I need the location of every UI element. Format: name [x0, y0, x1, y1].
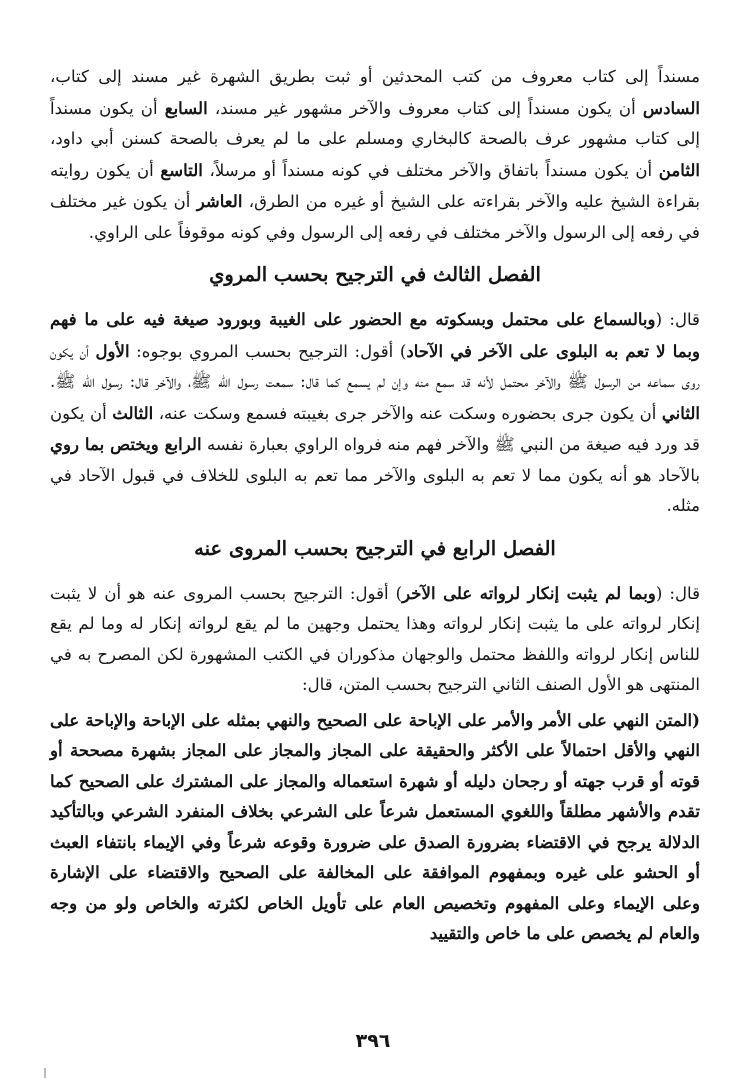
paragraph-continuation — [50, 62, 700, 248]
bold-term: الثالث — [112, 402, 154, 423]
bold-term: الأول — [95, 340, 130, 361]
bold-term: الثامن — [658, 159, 700, 180]
section-heading-3: الفصل الثالث في الترجيح بحسب المروي — [209, 263, 541, 286]
bold-term: وبما لم يثبت إنكار لرواته على الآخر — [402, 582, 656, 603]
bold-term: السابع — [164, 97, 208, 118]
text-run: أن يكون غير مختلف في رفعه إلى الرسول والآخر مختلف في رفعه إلى الرسول وفي كونه موقوفاً على الراوي. — [50, 192, 700, 242]
text-run: ) أقول: الترجيح بحسب المروى عنه هو أن لا يثبت إنكار لرواته على ما يثبت إنكار لرواته وهذا يحتمل وجهين ما لم يقع لرواته إنكار له وما لم يقع للناس إنكار لرواته واللفظ محتمل والوجهان مذكوران في الكتب المشهورة لكن المصرح به في المنتهى هو الأول الصنف الثاني الترجيح بحسب المتن، قال: — [50, 583, 700, 694]
text-run: بالآحاد هو أنه يكون مما لا تعم به البلوى والآخر مما تعم به البلوى للخلاف في قبول الآحاد في مثله. — [50, 465, 700, 515]
text-run: أن يكون مسنداً إلى كتاب مشهور عرف بالصحة كالبخاري ومسلم على ما لم يعرف بالصحة كسنن أبي داود، — [50, 98, 700, 148]
text-run: قال: ( — [655, 310, 700, 329]
bold-term: العاشر — [196, 191, 243, 211]
section-heading-4: الفصل الرابع في الترجيح بحسب المروى عنه — [194, 536, 556, 560]
text-run: أن يكون مسنداً إلى كتاب معروف والآخر مشهور غير مسند، — [207, 98, 643, 118]
text-run: أن يكون روى سماعه من الرسول ﷺ والآخر محتمل لأنه قد سمع منه وإن لم يسمع كما قال: سمعت رسول الله ﷺ، والآخر قال: رسول الله ﷺ. — [50, 341, 700, 391]
bold-term: وبالسماع على محتمل وبسكوته مع الحضور على الغيبة وبورود صيغة فيه على ما فهم وبما لا تعم به البلوى على الآخر في الآحاد — [50, 309, 701, 361]
scan-mark — [44, 1068, 46, 1078]
text-run: ) أقول: الترجيح بحسب المروي بوجوه: — [129, 341, 407, 361]
text-run: قال: ( — [655, 583, 701, 603]
text-run: مسنداً إلى كتاب معروف من كتب المحدثين أو ثبت بطريق الشهرة غير مسند إلى كتاب، — [50, 67, 700, 86]
matn-text: (المتن النهي على الأمر والأمر على الإباحة على الصحيح والنهي بمثله على الإباحة والإباحة على النهي والأقل احتمالاً على الأكثر والحقيقة على المجاز والمجاز على المجاز بشهرة مصححة أو قوته أو قرب جهته أو رجحان دليله أو شهرة استعماله والمجاز على المشترك على الصحيح كما تقدم والأشهر مطلقاً واللغوي المستعمل شرعاً على الشرعي بخلاف المنفرد الشرعي وبالتأكيد الدلالة يرجح في الاقتضاء بضرورة الصدق على ضرورة وقوعه شرعاً وفي الإيماء بانتفاء العبث أو الحشو على غيره وبمفهوم الموافقة على المخالفة على الصحيح والاقتضاء على الإشارة وعلى الإيماء وعلى المفهوم وتخصيص العام على تأويل الخاص لكثرته والخاص ولو من وجه والعام لم يخصص على ما خاص والتقييد — [50, 709, 700, 943]
paragraph-section-4 — [50, 578, 700, 701]
bold-term: الرابع ويختص بما روي — [50, 434, 202, 454]
bold-term: الثاني — [661, 402, 700, 423]
paragraph-section-3 — [50, 304, 700, 522]
bold-term: السادس — [642, 97, 700, 118]
text-run: أن يكون قد ورد فيه صيغة من النبي ﷺ والآخر فهم منه فرواه الراوي بعبارة نفسه — [50, 403, 700, 454]
text-run: أن يكون مسنداً باتفاق والآخر مختلف في كونه مسنداً أو مرسلاً، — [202, 160, 659, 180]
page-number: ٣٩٦ — [355, 1030, 391, 1052]
bold-term: التاسع — [160, 159, 203, 180]
text-run: أن يكون روايته بقراءة الشيخ عليه والآخر بقراءته على الشيخ أو غيره من الطرق، — [50, 160, 700, 211]
text-run: أن يكون جرى بحضوره وسكت عنه والآخر جرى بغيبته فسمع وسكت عنه، — [153, 403, 662, 423]
